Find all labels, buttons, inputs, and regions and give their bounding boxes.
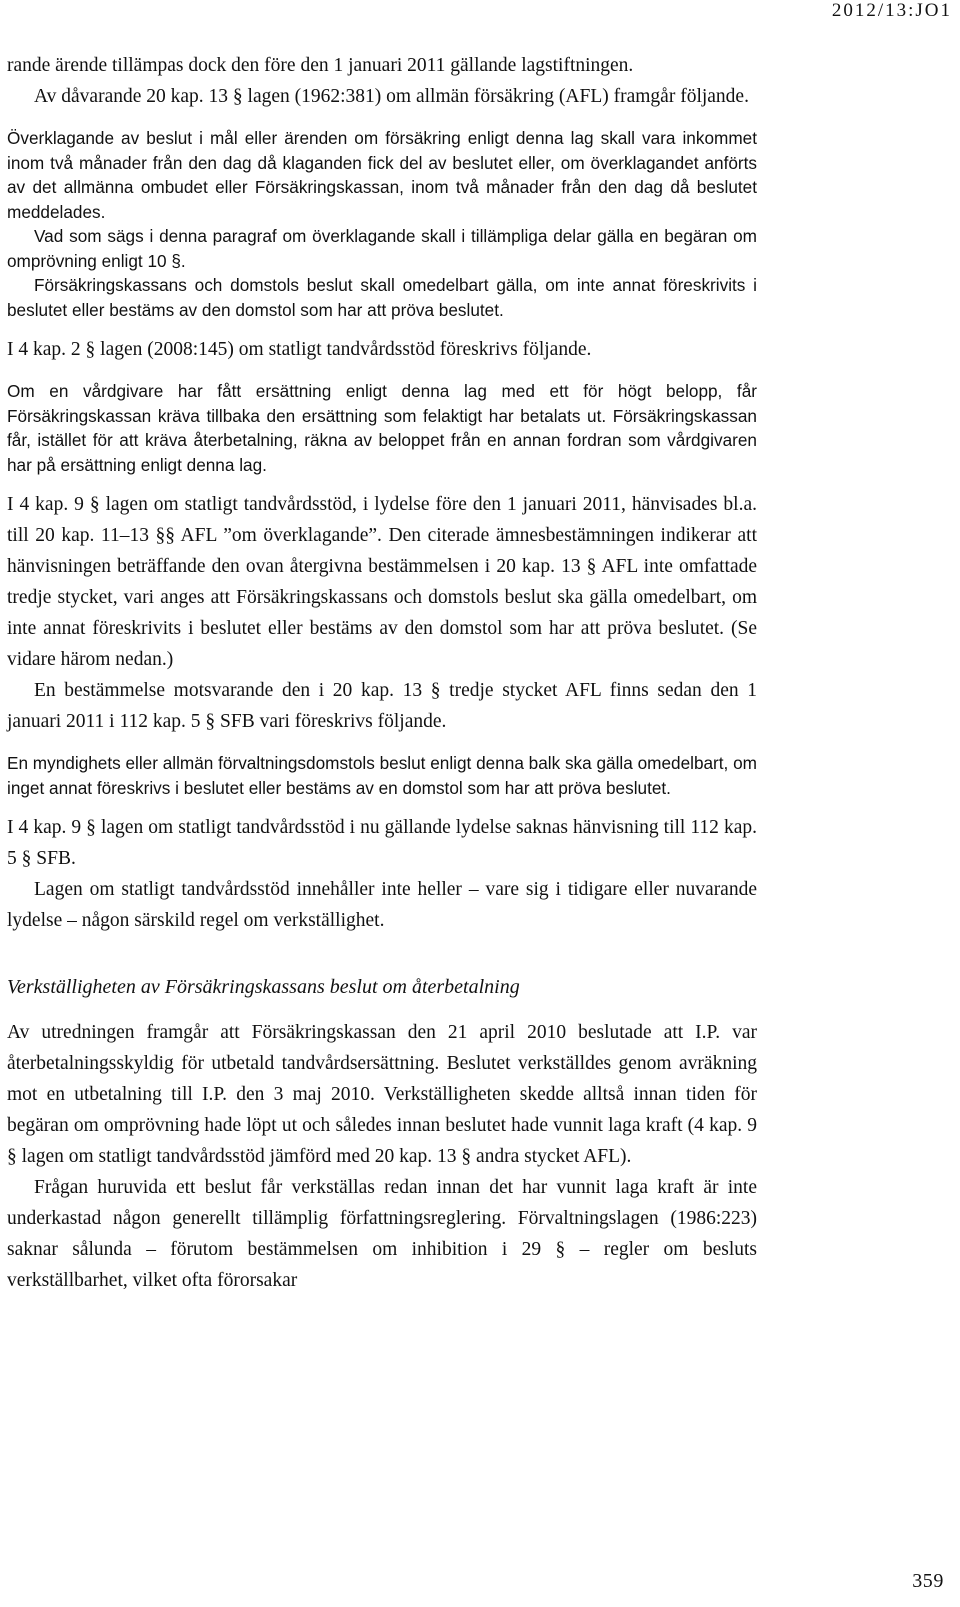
- paragraph: En bestämmelse motsvarande den i 20 kap. 13 § tredje stycket AFL finns sedan den 1 januari 2011 i 112 kap. 5 § SFB vari föreskrivs följande.: [7, 680, 757, 732]
- quoted-law-text: Om en vårdgivare har fått ersättning enligt denna lag med ett för högt belopp, får Försäkringskassan kräva tillbaka den ersättning som felaktigt har betalats ut. Försäkringskassan får, istället för att kräva återbetalning, räkna av beloppet från en annan fordran som vårdgivaren har på ersättning enligt denna lag.: [7, 381, 757, 475]
- paragraph: I 4 kap. 2 § lagen (2008:145) om statligt tandvårdsstöd föreskrivs följande.: [7, 339, 592, 360]
- quoted-law-text: En myndighets eller allmän förvaltningsdomstols beslut enligt denna balk ska gälla omedelbart, om inget annat föreskrivs i beslutet eller bestäms av en domstol som har att pröva beslutet.: [7, 753, 757, 798]
- paragraph: Av utredningen framgår att Försäkringskassan den 21 april 2010 beslutade att I.P. var återbetalningsskyldig för utbetald tandvårdsersättning. Beslutet verkställdes genom avräkning mot en utbetalning till I.P. den 3 maj 2010. Verkställigheten skedde alltså innan tiden för begäran om omprövning hade löpt ut och således innan beslutet hade vunnit laga kraft (4 kap. 9 § lagen om statligt tandvårdsstöd jämförd med 20 kap. 13 § andra stycket AFL).: [7, 1022, 757, 1167]
- paragraph: Frågan huruvida ett beslut får verkställas redan innan det har vunnit laga kraft är inte underkastad någon generellt tillämplig författningsreglering. Förvaltningslagen (1986:223) saknar sålunda – förutom bestämmelsen om inhibition i 29 § – regler om besluts verkställbarhet, vilket ofta förorsakar: [7, 1177, 757, 1291]
- document-body: [7, 50, 757, 1296]
- document-reference: 2012/13:JO1: [831, 0, 952, 21]
- paragraph: Av dåvarande 20 kap. 13 § lagen (1962:381) om allmän försäkring (AFL) framgår följande.: [34, 86, 749, 107]
- quoted-law-text: Vad som sägs i denna paragraf om överklagande skall i tillämpliga delar gälla en begäran om omprövning enligt 10 §.: [7, 226, 757, 271]
- paragraph: I 4 kap. 9 § lagen om statligt tandvårdsstöd, i lydelse före den 1 januari 2011, hänvisades bl.a. till 20 kap. 11–13 §§ AFL ”om överklagande”. Den citerade ämnesbestämningen indikerar att hänvisningen beträffande den ovan återgivna bestämmelsen i 20 kap. 13 § AFL inte omfattade tredje stycket, vari anges att Försäkringskassans och domstols beslut ska gälla omedelbart, om inte annat föreskrivits i beslutet eller bestäms av den domstol som har att pröva beslutet. (Se vidare härom nedan.): [7, 494, 757, 670]
- paragraph: I 4 kap. 9 § lagen om statligt tandvårdsstöd i nu gällande lydelse saknas hänvisning till 112 kap. 5 § SFB.: [7, 817, 757, 869]
- paragraph: rande ärende tillämpas dock den före den 1 januari 2011 gällande lagstiftningen.: [7, 55, 634, 76]
- quoted-law-text: Försäkringskassans och domstols beslut skall omedelbart gälla, om inte annat föreskrivits i beslutet eller bestäms av den domstol som har att pröva beslutet.: [7, 275, 757, 320]
- quoted-law-text: Överklagande av beslut i mål eller ärenden om försäkring enligt denna lag skall vara inkommet inom två månader från den dag då klaganden fick del av beslutet eller, om överklagandet anförts av det allmänna ombudet eller Försäkringskassan, inom två månader från den dag då beslutet meddelades.: [7, 128, 757, 222]
- section-heading: Verkställigheten av Försäkringskassans beslut om återbetalning: [7, 976, 520, 998]
- paragraph: Lagen om statligt tandvårdsstöd innehåller inte heller – vare sig i tidigare eller nuvarande lydelse – någon särskild regel om verkställighet.: [7, 879, 757, 931]
- page-number: 359: [912, 1570, 944, 1592]
